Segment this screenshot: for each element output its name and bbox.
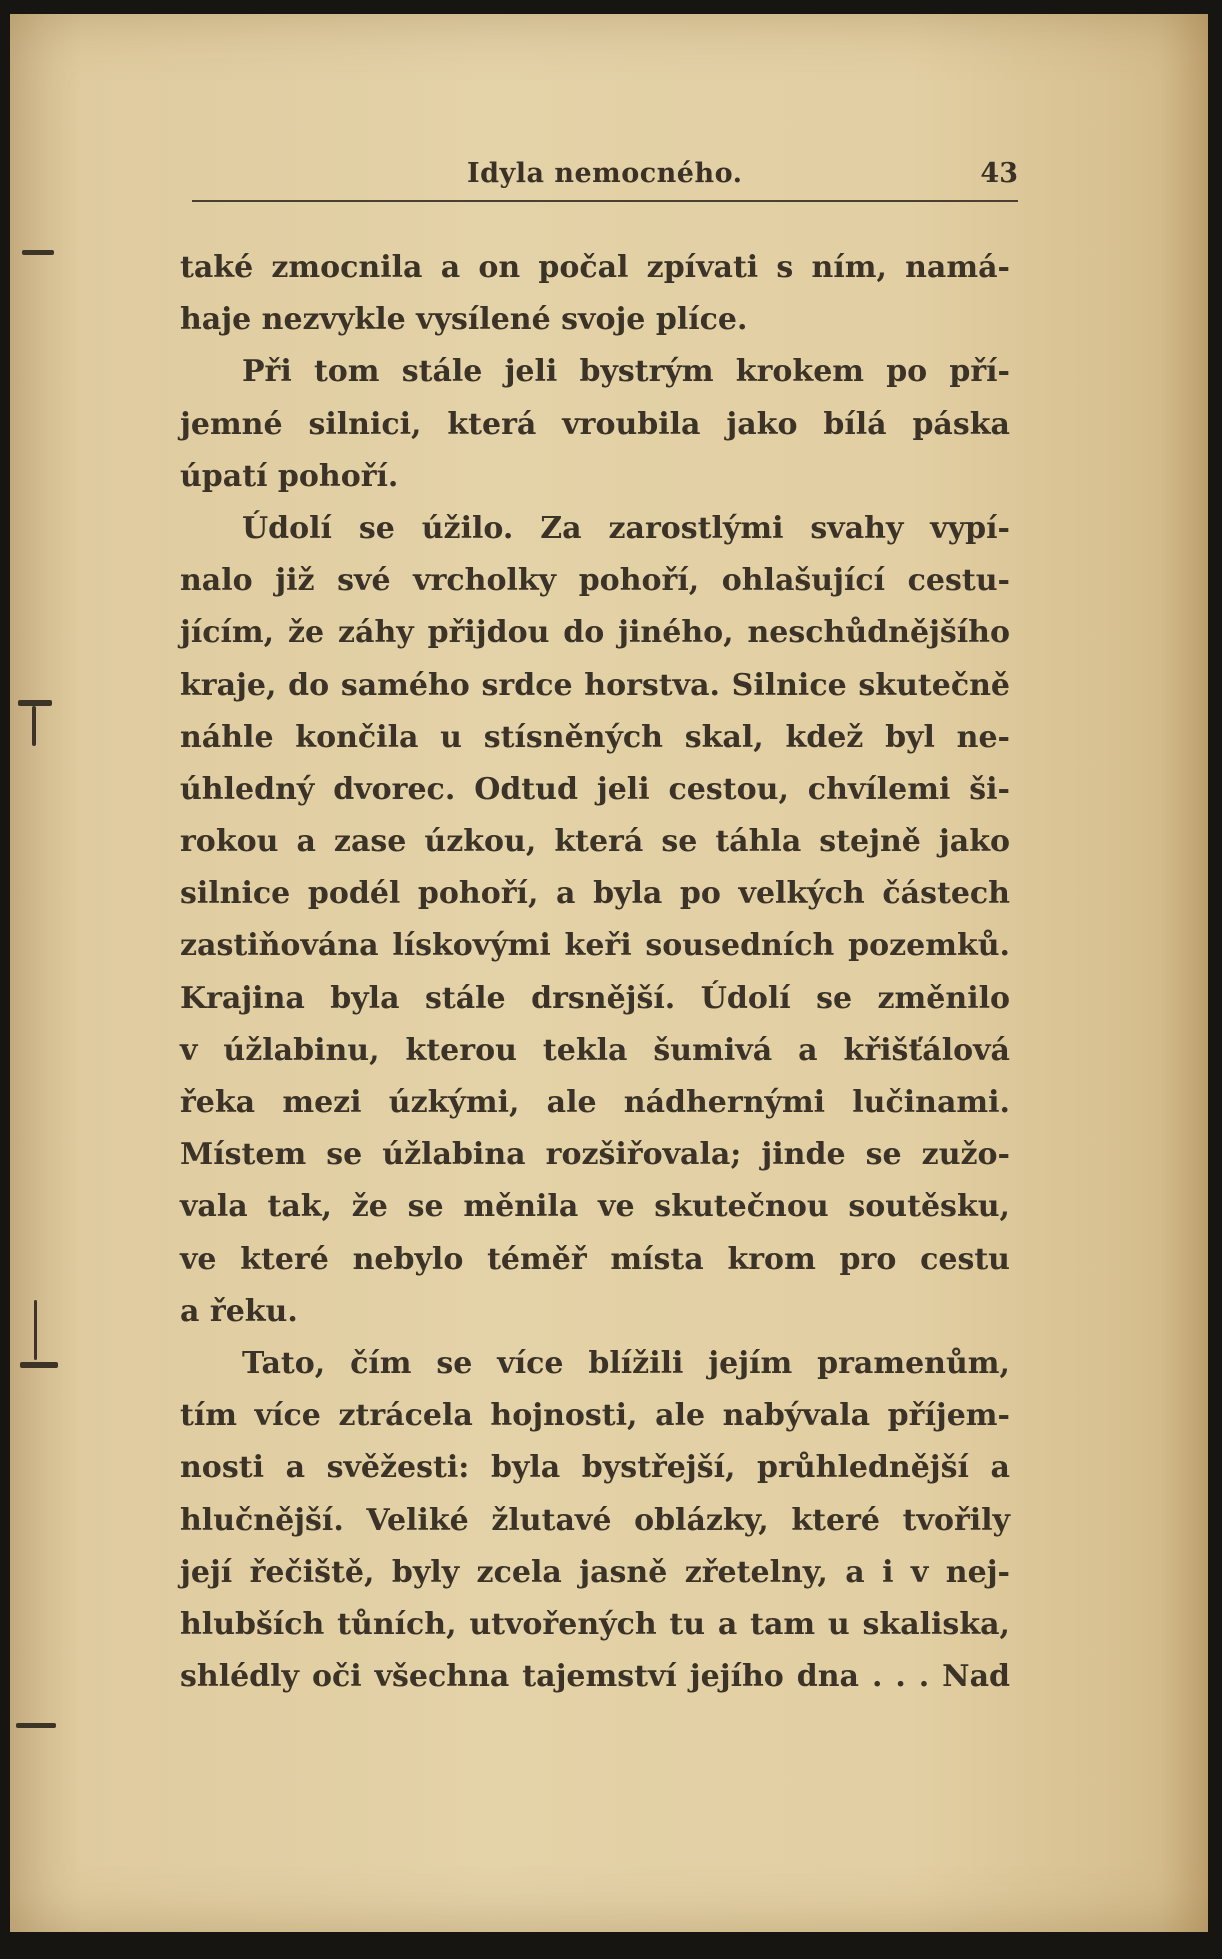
page-number: 43: [980, 158, 1018, 189]
text-line: nosti a svěžesti: byla bystřejší, průhlednější a: [180, 1450, 1010, 1486]
text-line: náhle končila u stísněných skal, kdež byl ne-: [180, 719, 1010, 755]
text-line: její řečiště, byly zcela jasně zřetelny, a i v nej-: [180, 1554, 1010, 1590]
binding-mark: [20, 1362, 58, 1368]
body-text: [180, 242, 1010, 1703]
text-line: silnice podél pohoří, a byla po velkých částech: [180, 876, 1010, 912]
text-line: Údolí se úžilo. Za zarostlými svahy vypí-: [242, 510, 1010, 546]
binding-mark: [22, 250, 54, 255]
binding-mark: [34, 1300, 37, 1360]
text-line: kraje, do samého srdce horstva. Silnice skutečně: [180, 667, 1010, 703]
text-line: Tato, čím se více blížili jejím pramenům,: [242, 1345, 1010, 1381]
binding-mark: [32, 706, 36, 746]
text-line: tím více ztrácela hojnosti, ale nabývala příjem-: [180, 1398, 1010, 1434]
text-line: Při tom stále jeli bystrým krokem po pří-: [242, 354, 1010, 390]
text-line: řeka mezi úzkými, ale nádhernými lučinami.: [180, 1085, 1010, 1120]
text-line: vala tak, že se měnila ve skutečnou soutěsku,: [180, 1189, 1010, 1225]
text-line: hlubších tůních, utvořených tu a tam u skaliska,: [180, 1606, 1010, 1642]
text-line: také zmocnila a on počal zpívati s ním, namá-: [180, 250, 1010, 285]
text-line: haje nezvykle vysílené svoje plíce.: [180, 302, 748, 338]
text-line: úpatí pohoří.: [180, 458, 399, 494]
text-line: úhledný dvorec. Odtud jeli cestou, chvílemi ši-: [180, 771, 1010, 807]
text-line: ve které nebylo téměř místa krom pro cestu: [180, 1241, 1010, 1277]
text-line: shlédly oči všechna tajemství jejího dna . . . Nad: [180, 1659, 1010, 1695]
text-line: hlučnější. Veliké žlutavé oblázky, které tvořily: [180, 1502, 1010, 1538]
binding-mark: [16, 1723, 56, 1728]
text-line: v úžlabinu, kterou tekla šumivá a křišťálová: [180, 1032, 1010, 1068]
binding-mark: [18, 700, 52, 706]
text-line: zastiňována lískovými keři sousedních pozemků.: [180, 928, 1010, 964]
text-line: Krajina byla stále drsnější. Údolí se změnilo: [180, 980, 1010, 1016]
running-header: [192, 152, 1018, 202]
text-line: Místem se úžlabina rozšiřovala; jinde se zužo-: [180, 1137, 1010, 1173]
page-header-title: Idyla nemocného.: [467, 158, 743, 189]
text-line: rokou a zase úzkou, která se táhla stejně jako: [180, 824, 1010, 860]
text-line: jemné silnici, která vroubila jako bílá páska: [180, 406, 1010, 442]
text-line: a řeku.: [180, 1293, 298, 1329]
text-line: jícím, že záhy přijdou do jiného, neschůdnějšího: [180, 615, 1010, 651]
text-line: nalo již své vrcholky pohoří, ohlašující cestu-: [180, 563, 1010, 599]
